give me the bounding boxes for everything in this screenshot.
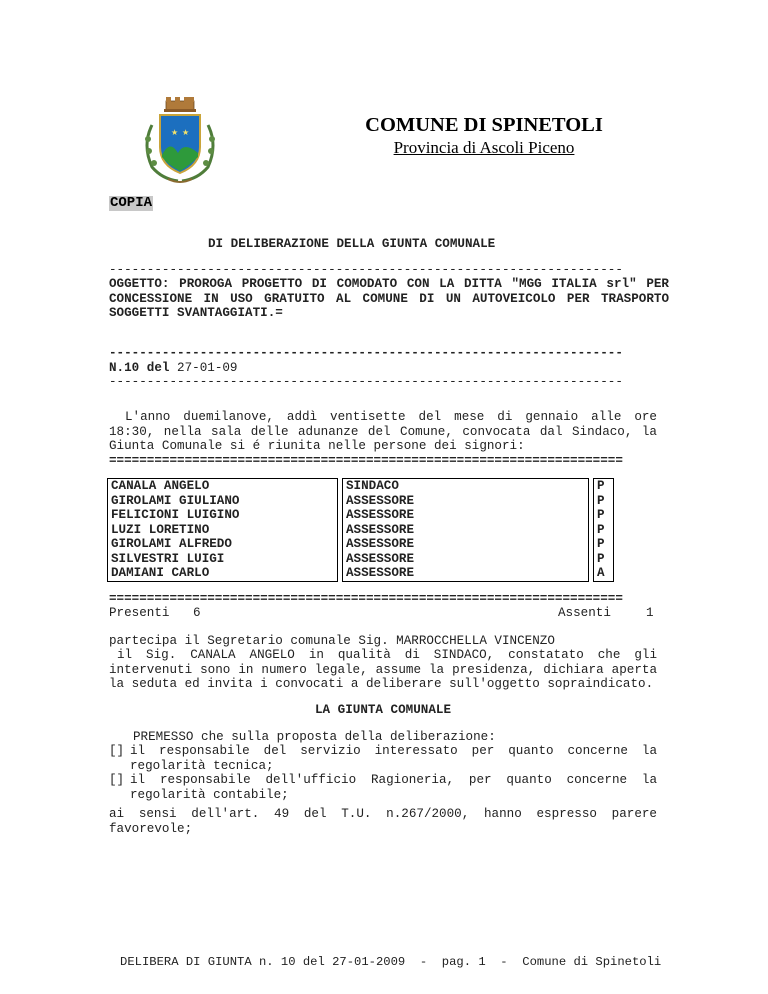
presidenza-paragraph: il Sig. CANALA ANGELO in qualità di SINDACO, constatato che gli intervenuti sono in numero legale, assume la presidenza, dichiara aperta la seduta ed invita i convocati a deliberare sull'oggetto sopraindicato. [109, 648, 657, 691]
member-status: P [594, 523, 614, 538]
presenti-count: 6 [193, 606, 201, 620]
member-role: SINDACO [343, 479, 589, 494]
dash-rule-bold: -------------------------------------------------------------------- [109, 346, 623, 360]
member-role: ASSESSORE [343, 566, 589, 581]
svg-text:★: ★ [182, 128, 190, 137]
member-row [108, 494, 614, 509]
oggetto-text: OGGETTO: PROROGA PROGETTO DI COMODATO CON LA DITTA "MGG ITALIA srl" PER CONCESSIONE IN USO GRATUITO AL COMUNE DI UN AUTOVEICOLO PER TRASPORTO SOGGETTI SVANTAGGIATI.= [109, 277, 669, 320]
member-row [108, 537, 614, 552]
member-name: GIROLAMI ALFREDO [108, 537, 338, 552]
intro-paragraph [109, 410, 657, 454]
comune-name: COMUNE DI SPINETOLI [365, 114, 603, 136]
document-type: DI DELIBERAZIONE DELLA GIUNTA COMUNALE [208, 237, 496, 251]
member-role: ASSESSORE [343, 523, 589, 538]
segretario-line: partecipa il Segretario comunale Sig. MARROCCHELLA VINCENZO [109, 634, 555, 648]
assenti-count: 1 [646, 606, 654, 620]
ai-sensi-paragraph: ai sensi dell'art. 49 del T.U. n.267/2000, hanno espresso parere favorevole; [109, 807, 657, 836]
assenti-label: Assenti [558, 606, 611, 620]
member-status: P [594, 552, 614, 567]
dash-rule: -------------------------------------------------------------------- [109, 263, 623, 277]
member-status: A [594, 566, 614, 581]
checkbox-mark: [] [109, 744, 125, 758]
member-name: FELICIONI LUIGINO [108, 508, 338, 523]
page-footer: DELIBERA DI GIUNTA n. 10 del 27-01-2009 - pag. 1 - Comune di Spinetoli [120, 955, 662, 969]
delibera-date: 27-01-09 [177, 361, 238, 375]
member-name: LUZI LORETINO [108, 523, 338, 538]
equals-rule: ==================================================================== [109, 592, 623, 606]
member-row [108, 479, 614, 494]
svg-text:★: ★ [171, 128, 179, 137]
member-name: SILVESTRI LUIGI [108, 552, 338, 567]
bullet-text: il responsabile del servizio interessato per quanto concerne la regolarità tecnica; [130, 744, 657, 773]
member-row [108, 508, 614, 523]
member-status: P [594, 537, 614, 552]
member-role: ASSESSORE [343, 508, 589, 523]
comune-crest-icon [138, 95, 222, 187]
member-name: CANALA ANGELO [108, 479, 338, 494]
dash-rule: -------------------------------------------------------------------- [109, 375, 623, 389]
provincia-name: Provincia di Ascoli Piceno [393, 138, 575, 157]
delibera-number [109, 361, 238, 376]
bullet-text: il responsabile dell'ufficio Ragioneria, per quanto concerne la regolarità contabile; [130, 773, 657, 802]
member-role: ASSESSORE [343, 552, 589, 567]
member-row [108, 566, 614, 581]
member-name: GIROLAMI GIULIANO [108, 494, 338, 509]
copia-badge: COPIA [110, 195, 153, 211]
member-name: DAMIANI CARLO [108, 566, 338, 581]
premesso-line: PREMESSO che sulla proposta della deliberazione: [133, 730, 496, 744]
member-status: P [594, 479, 614, 494]
giunta-heading: LA GIUNTA COMUNALE [314, 703, 452, 717]
equals-rule: ==================================================================== [109, 454, 623, 468]
member-role: ASSESSORE [343, 494, 589, 509]
members-table [107, 478, 614, 582]
delibera-number-label: N.10 del [109, 361, 170, 375]
member-role: ASSESSORE [343, 537, 589, 552]
intro-text: L'anno duemilanove, addì ventisette del mese di gennaio alle ore 18:30, nella sala delle adunanze del Comune, convocata dal Sindaco, la Giunta Comunale si é riunita nelle persone dei signori: [109, 410, 657, 453]
member-row [108, 523, 614, 538]
checkbox-mark: [] [109, 773, 125, 787]
member-status: P [594, 508, 614, 523]
presenti-label: Presenti [109, 606, 170, 620]
member-status: P [594, 494, 614, 509]
member-row [108, 552, 614, 567]
